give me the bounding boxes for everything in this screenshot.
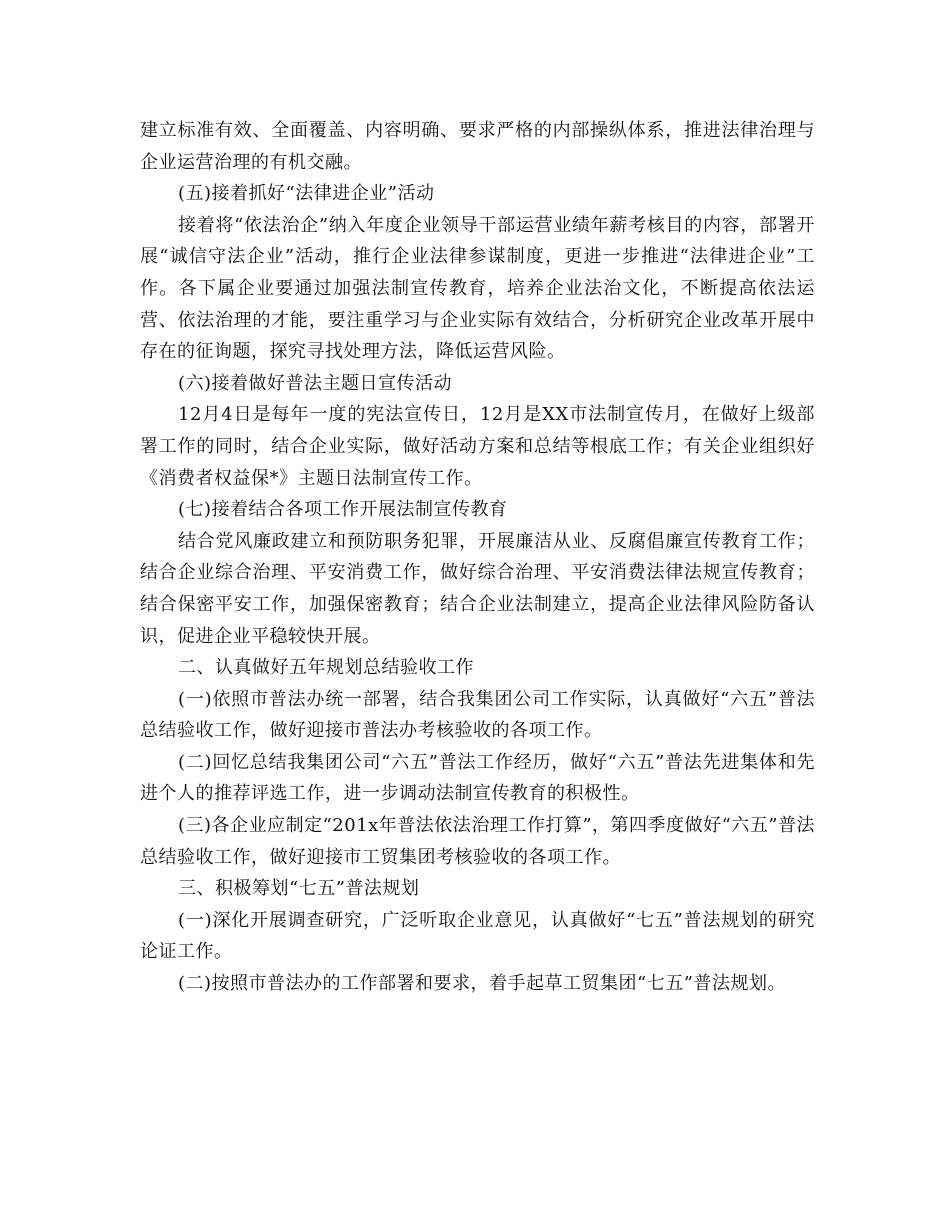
chapter-heading: 二、认真做好五年规划总结验收工作: [178, 657, 474, 679]
paragraph: 结合党风廉政建立和预防职务犯罪，开展廉洁从业、反腐倡廉宣传教育工作；结合企业综合治理、平安消费工作，做好综合治理、平安消费法律法规宣传教育；结合保密平安工作，加强保密教育；结合企业法制建立，提高企业法律风险防备认识，促进企业平稳较快开展。: [140, 530, 815, 647]
paragraph: 建立标准有效、全面覆盖、内容明确、要求严格的内部操纵体系，推进法律治理与企业运营治理的有机交融。: [140, 120, 815, 173]
paragraph: 接着将“依法治企”纳入年度企业领导干部运营业绩年薪考核目的内容，部署开展“诚信守法企业”活动，推行企业法律参谋制度，更进一步推进“法律进企业”工作。各下属企业要通过加强法制宣传教育，培养企业法治文化，不断提高依法运营、依法治理的才能，要注重学习与企业实际有效结合，分析研究企业改革开展中存在的征询题，探究寻找处理方法，降低运营风险。: [140, 214, 815, 363]
paragraph: 12月4日是每年一度的宪法宣传日，12月是XX市法制宣传月，在做好上级部署工作的同时，结合企业实际，做好活动方案和总结等根底工作；有关企业组织好《消费者权益保*》主题日法制宣传工作。: [140, 404, 815, 489]
section-heading: (五)接着抓好“法律进企业”活动: [178, 183, 435, 205]
section-heading: (六)接着做好普法主题日宣传活动: [178, 372, 453, 394]
document-body: [140, 115, 815, 1000]
paragraph: (三)各企业应制定“201x年普法依法治理工作打算”，第四季度做好“六五”普法总结验收工作，做好迎接市工贸集团考核验收的各项工作。: [140, 815, 815, 868]
paragraph: (二)按照市普法办的工作部署和要求，着手起草工贸集团“七五”普法规划。: [178, 973, 786, 995]
paragraph: (一)依照市普法办统一部署，结合我集团公司工作实际，认真做好“六五”普法总结验收工作，做好迎接市普法办考核验收的各项工作。: [140, 688, 815, 742]
chapter-heading: 三、积极筹划“七五”普法规划: [178, 878, 420, 900]
paragraph: (二)回忆总结我集团公司“六五”普法工作经历，做好“六五”普法先进集体和先进个人的推荐评选工作，进一步调动法制宣传教育的积极性。: [140, 751, 815, 805]
section-heading: (七)接着结合各项工作开展法制宣传教育: [178, 499, 508, 521]
paragraph: (一)深化开展调查研究，广泛听取企业意见，认真做好“七五”普法规划的研究论证工作。: [140, 909, 815, 963]
